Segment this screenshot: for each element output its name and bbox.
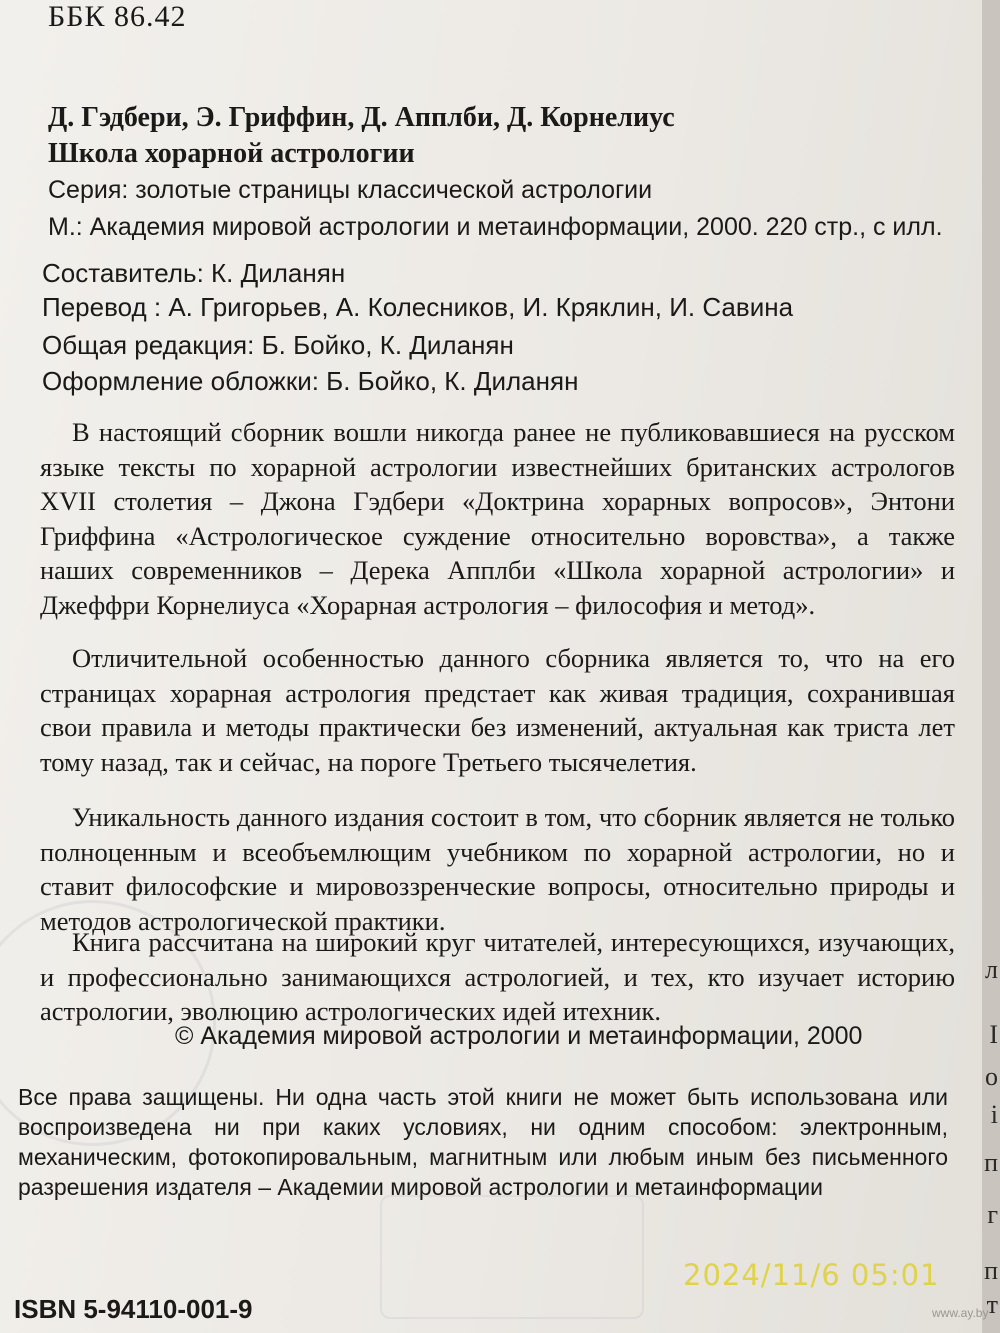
- site-watermark: www.ay.by: [932, 1306, 989, 1320]
- margin-letter: г: [987, 1200, 998, 1229]
- annotation-paragraph: [40, 415, 955, 622]
- compiler-credit: Составитель: К. Диланян: [42, 258, 346, 288]
- translation-credit: Перевод : А. Григорьев, А. Колесников, И. Кряклин, И. Савина: [42, 292, 794, 322]
- isbn: ISBN 5-94110-001-9: [14, 1294, 253, 1324]
- margin-letter: і: [990, 1100, 998, 1129]
- photo-timestamp: 2024/11/6 05:01: [683, 1258, 940, 1292]
- book-title: Школа хорарной астрологии: [48, 138, 415, 169]
- annotation-paragraph: [40, 800, 955, 938]
- copyright-line: © Академия мировой астрологии и метаинформации, 2000: [175, 1022, 863, 1050]
- paragraph-text: В настоящий сборник вошли никогда ранее не публиковавшиеся на русском языке тексты по хорарной астрологии известнейших британских астрологов XVII столетия – Джона Гэдбери «Доктрина хорарных вопросов», Энтони Гриффина «Астрологическое суждение относительно воровства», а также наших современников – Дерека Апплби «Школа хорарной астрологии» и Джеффри Корнелиуса «Хорарная астрология – философия и метод».: [40, 417, 955, 620]
- paragraph-text: Уникальность данного издания состоит в том, что сборник является не только полноценным и всеобъемлющим учебником по хорарной астрологии, но и ставит философские и мировоззренческие вопросы, относительно природы и методов астрологической практики.: [40, 802, 955, 936]
- margin-letter: т: [986, 1290, 998, 1319]
- authors: Д. Гэдбери, Э. Гриффин, Д. Апплби, Д. Корнелиус: [48, 102, 675, 133]
- margin-letter: о: [985, 1062, 998, 1091]
- faded-stamp-bottom: [380, 1195, 644, 1319]
- bbk-code: ББК 86.42: [48, 0, 187, 33]
- paragraph-text: Отличительной особенностью данного сборника является то, что на его страницах хорарная астрология предстает как живая традиция, сохранившая свои правила и методы практически без изменений, актуальная как триста лет тому назад, так и сейчас, на пороге Третьего тысячелетия.: [40, 643, 955, 777]
- margin-letter: л: [985, 955, 998, 984]
- imprint: М.: Академия мировой астрологии и метаинформации, 2000. 220 стр., с илл.: [48, 213, 943, 241]
- annotation-paragraph: [40, 925, 955, 1029]
- margin-letter: п: [984, 1256, 998, 1285]
- margin-letter: п: [984, 1148, 998, 1177]
- paragraph-text: Книга рассчитана на широкий круг читателей, интересующихся, изучающих, и профессионально занимающихся астрологией, и тех, кто изучает историю астрологии, эволюцию астрологических идей итехник.: [40, 927, 955, 1026]
- editing-credit: Общая редакция: Б. Бойко, К. Диланян: [42, 330, 514, 360]
- cover-credit: Оформление обложки: Б. Бойко, К. Диланян: [42, 366, 579, 396]
- annotation-paragraph: [40, 641, 955, 779]
- margin-letter: І: [989, 1020, 998, 1049]
- rights-notice: Все права защищены. Ни одна часть этой книги не может быть использована или воспроизведена ни при каких условиях, ни одним способом: электронным, механическим, фотокопировальным, магнитным или любым иным без письменного разрешения издателя – Академии мировой астрологии и метаинформации: [18, 1084, 948, 1200]
- series: Серия: золотые страницы классической астрологии: [48, 176, 653, 204]
- next-page-edge: [982, 0, 1000, 1333]
